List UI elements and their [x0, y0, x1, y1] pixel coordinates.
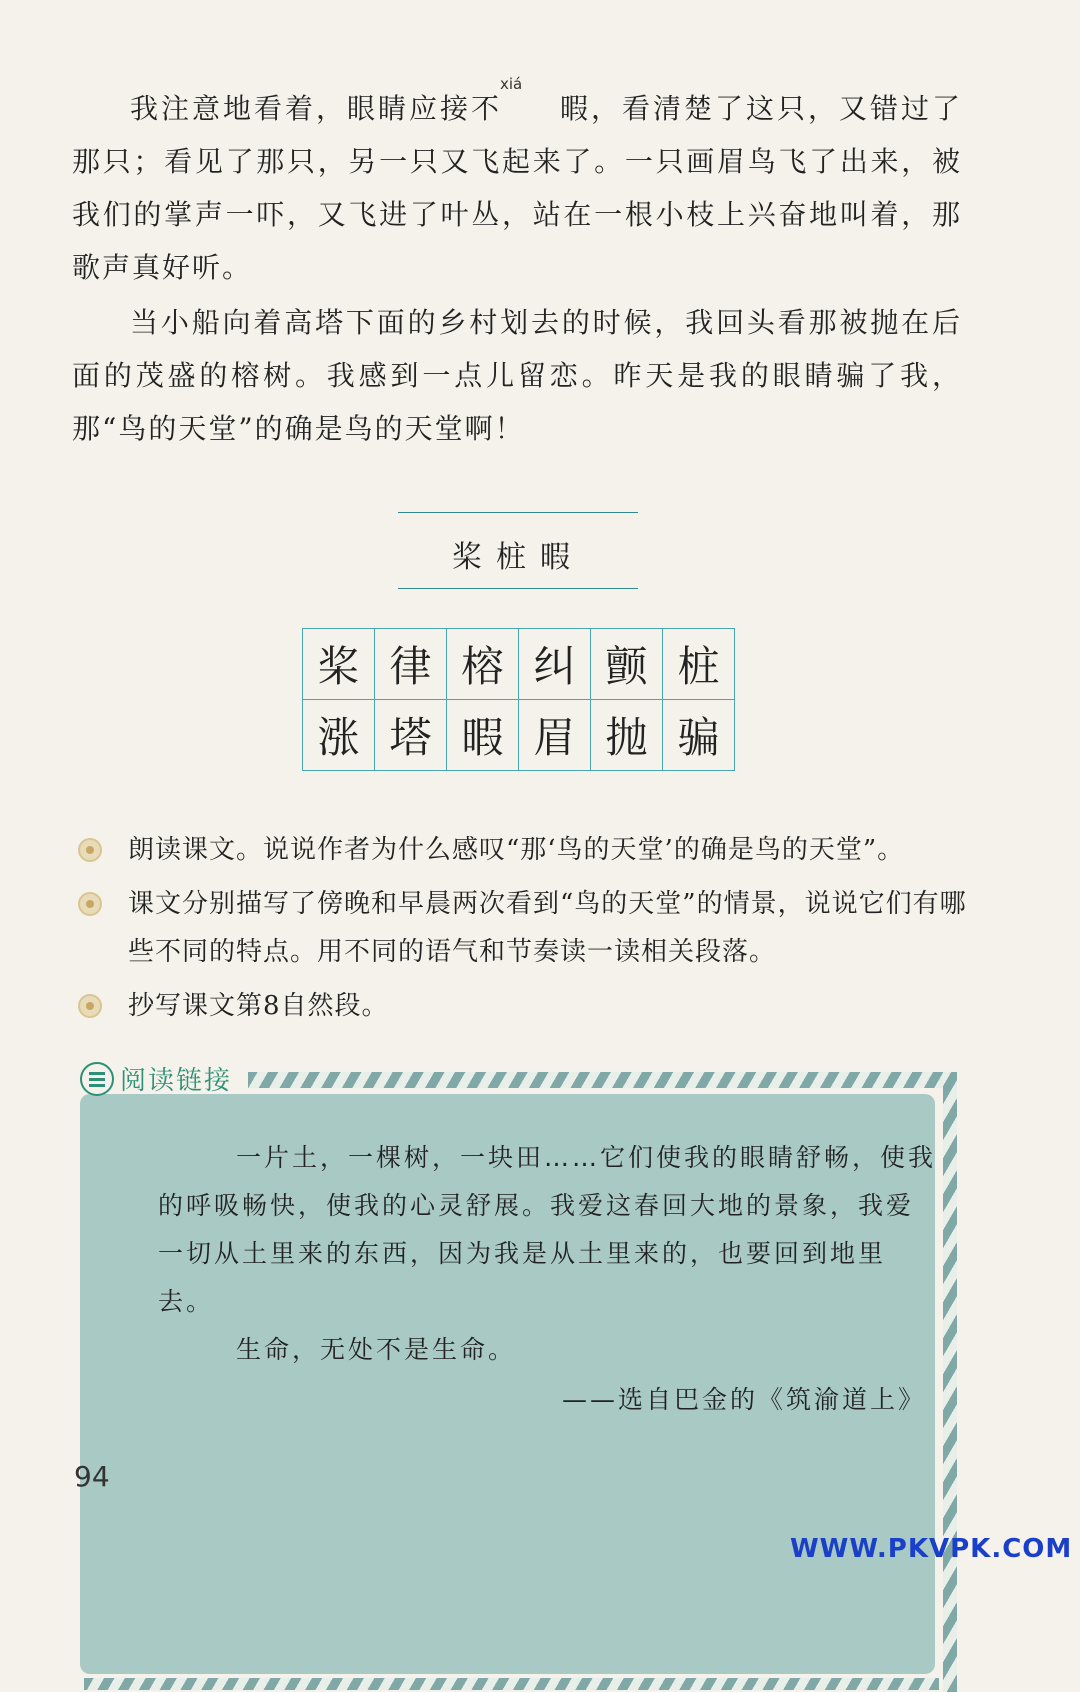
grid-char: 暇	[447, 700, 519, 771]
grid-char: 骗	[663, 700, 735, 771]
paragraph-2-text: 当小船向着高塔下面的乡村划去的时候，我回头看那被抛在后面的茂盛的榕树。我感到一点儿留恋。昨天是我的眼睛骗了我，那“鸟的天堂”的确是鸟的天堂啊！	[72, 306, 962, 445]
grid-char: 眉	[519, 700, 591, 771]
question-text: 抄写课文第8自然段。	[128, 991, 389, 1021]
grid-char: 涨	[303, 700, 375, 771]
grid-char: 抛	[591, 700, 663, 771]
reading-link-panel	[80, 1094, 935, 1674]
reading-link-heading	[80, 1058, 240, 1098]
striped-border-right	[943, 1072, 957, 1692]
grid-char: 桨	[303, 629, 375, 700]
grid-char: 律	[375, 629, 447, 700]
exercise-questions	[78, 826, 978, 1036]
annotated-char: 暇	[559, 92, 590, 125]
paragraph-2	[72, 296, 962, 455]
flower-bullet-icon	[78, 892, 102, 916]
paragraph-1	[72, 75, 962, 294]
vocab-words	[398, 532, 638, 576]
vocab-word: 桨桩暇	[452, 540, 584, 575]
grid-char: 榕	[447, 629, 519, 700]
vocab-bottom-rule	[398, 588, 638, 589]
vocab-word-box	[398, 512, 638, 592]
vocab-top-rule	[398, 512, 638, 513]
reading-link-source: ——选自巴金的《筑渝道上》	[561, 1385, 926, 1414]
paragraph-1-after: ，看清楚了这只，又错过了那只；看见了那只，另一只又飞起来了。一只画眉鸟飞了出来，被我们的掌声一吓，又飞进了叶丛，站在一根小枝上兴奋地叫着，那歌声真好听。	[72, 92, 962, 284]
character-grid-row	[303, 700, 735, 771]
page-number: 94	[74, 1460, 110, 1493]
paragraph-1-before: 我注意地看着，眼睛应接不	[130, 92, 502, 125]
question-text: 朗读课文。说说作者为什么感叹“那‘鸟的天堂’的确是鸟的天堂”。	[128, 835, 905, 865]
reading-link-paragraph: 一片土，一棵树，一块田……它们使我的眼睛舒畅，使我的呼吸畅快，使我的心灵舒展。我爱这春回大地的景象，我爱一切从土里来的东西，因为我是从土里来的，也要回到地里去。	[158, 1143, 937, 1316]
watermark: WWW.PKVPK.COM	[790, 1534, 1073, 1564]
grid-char: 塔	[375, 700, 447, 771]
pinyin-annotation: xiá	[499, 75, 523, 93]
character-grid-row	[303, 629, 735, 700]
question-text: 课文分别描写了傍晚和早晨两次看到“鸟的天堂”的情景，说说它们有哪些不同的特点。用不同的语气和节奏读一读相关段落。	[128, 889, 967, 967]
striped-border-top	[248, 1072, 955, 1088]
reading-link-box	[80, 1072, 955, 1676]
striped-border-bottom	[84, 1678, 939, 1690]
character-grid	[302, 628, 735, 771]
flower-bullet-icon	[78, 994, 102, 1018]
question-item	[78, 982, 978, 1030]
grid-char: 桩	[663, 629, 735, 700]
question-item	[78, 880, 978, 976]
question-item	[78, 826, 978, 874]
reading-link-paragraph: 生命，无处不是生命。	[236, 1335, 517, 1364]
ruby-annotated-char	[499, 75, 590, 135]
book-lines-icon	[80, 1062, 114, 1096]
grid-char: 纠	[519, 629, 591, 700]
reading-link-text	[158, 1134, 938, 1424]
grid-char: 颤	[591, 629, 663, 700]
flower-bullet-icon	[78, 838, 102, 862]
reading-link-title: 阅读链接	[120, 1066, 233, 1096]
